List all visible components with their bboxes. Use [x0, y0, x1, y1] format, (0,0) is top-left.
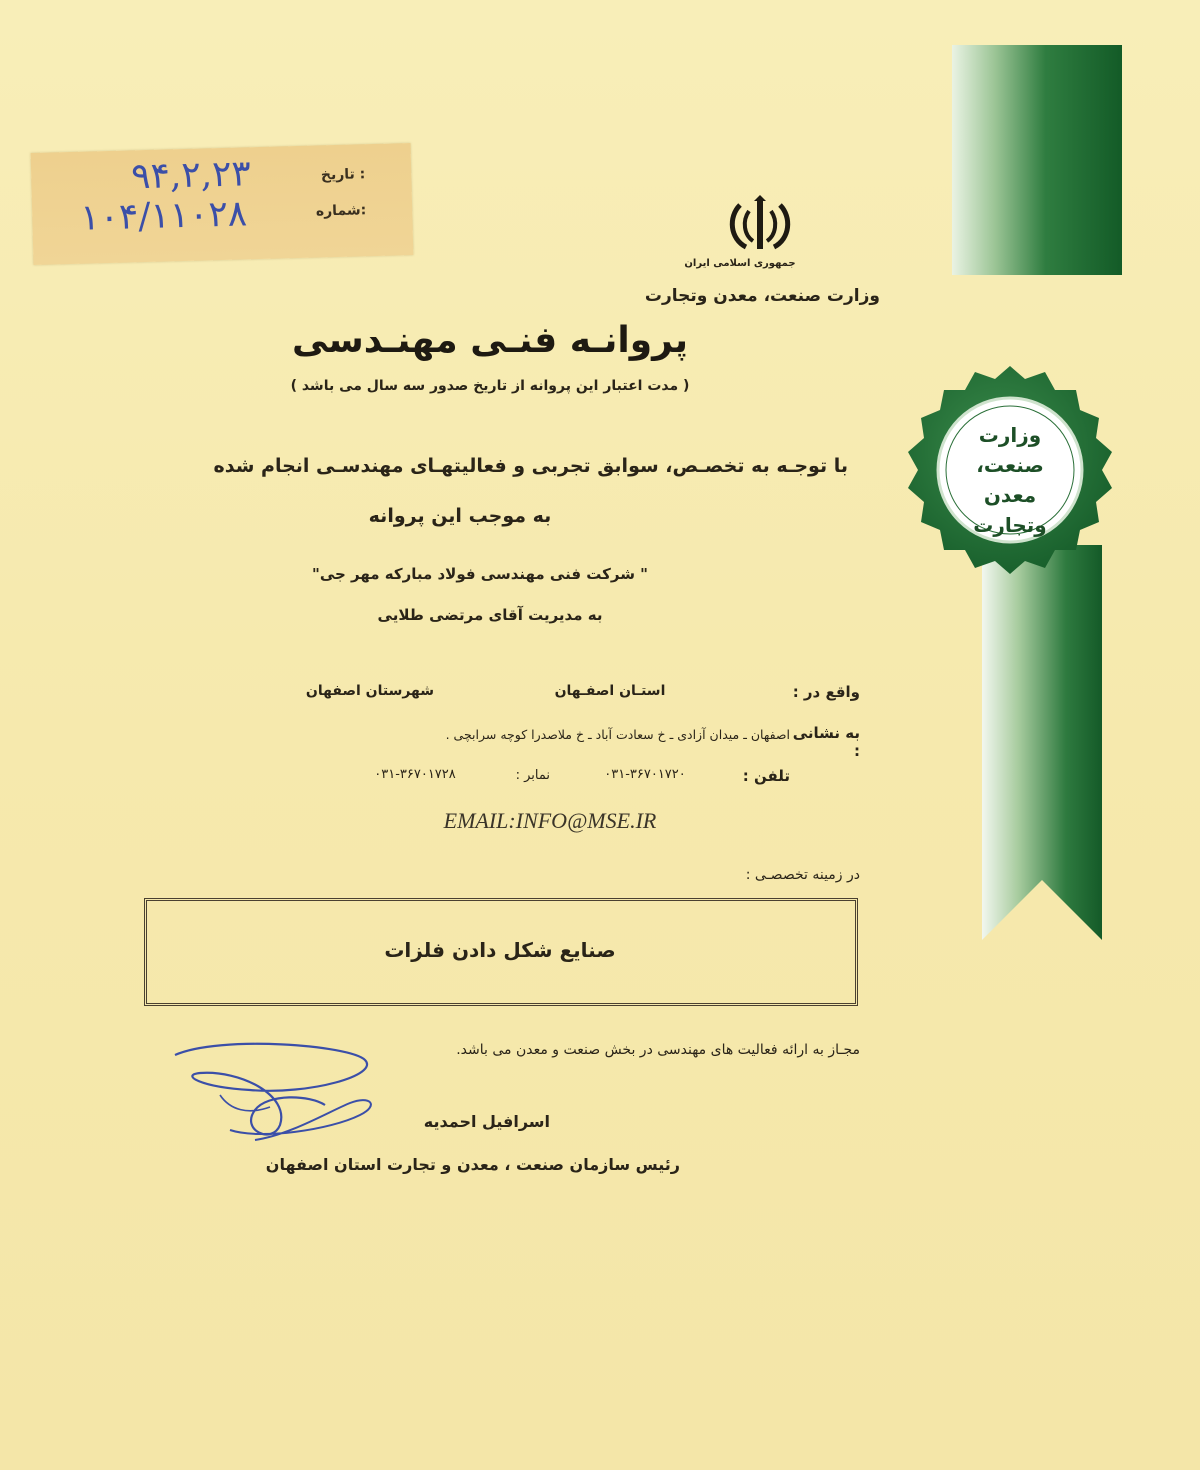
- manager-name: به مدیریت آقای مرتضی طلایی: [377, 606, 603, 624]
- iran-emblem-icon: [720, 195, 800, 255]
- republic-label: جمهوری اسلامی ایران: [684, 258, 796, 269]
- fax-label: نمابر :: [515, 768, 550, 783]
- address-value: اصفهان ـ میدان آزادی ـ خ سعادت آباد ـ خ ملاصدرا کوچه سرابچی .: [445, 727, 790, 742]
- date-value: ۹۴,۲,۲۳: [130, 153, 252, 198]
- intro-line-1: با توجـه به تخصـص، سوابق تجربی و فعالیتهـای مهندسـی انجام شده: [213, 455, 848, 477]
- seal-line-1: وزارت: [978, 423, 1042, 447]
- seal-text: [953, 420, 1067, 540]
- field-value: صنایع شکل دادن فلزات: [384, 938, 616, 962]
- date-label: تاریخ :: [320, 166, 366, 184]
- seal-line-3: وتجارت: [973, 513, 1047, 537]
- signature-mark: [160, 1035, 400, 1155]
- signatory-name: اسرافیل احمدیه: [423, 1112, 550, 1131]
- ministry-label: وزارت صنعت، معدن وتجارت: [644, 286, 880, 306]
- email-address[interactable]: EMAIL:INFO@MSE.IR: [443, 808, 657, 833]
- intro-line-2: به موجب این پروانه: [368, 505, 552, 527]
- validity-note: ( مدت اعتبار این پروانه از تاریخ صدور سه سال می باشد ): [290, 378, 690, 394]
- address-label: به نشانی :: [792, 724, 860, 760]
- number-label: شماره:: [315, 202, 367, 220]
- date-number-stamp: [31, 143, 414, 265]
- signatory-title: رئیس سازمان صنعت ، معدن و تجارت استان اصفهان: [265, 1155, 680, 1174]
- phone-label: تلفن :: [742, 767, 790, 785]
- location-label: واقع در :: [792, 683, 860, 701]
- company-name: " شرکت فنی مهندسی فولاد مبارکه مهر جی": [312, 565, 648, 583]
- seal-line-2: صنعت، معدن: [976, 453, 1044, 507]
- field-label: در زمینه تخصصـی :: [745, 867, 860, 883]
- authorization-text: مجـاز به ارائه فعالیت های مهندسی در بخش صنعت و معدن می باشد.: [456, 1042, 860, 1058]
- fax-value: ۰۳۱-۳۶۷۰۱۷۲۸: [374, 767, 456, 782]
- phone-value: ۰۳۱-۳۶۷۰۱۷۲۰: [604, 767, 686, 782]
- certificate-title: پروانـه فنـی مهنـدسی: [291, 320, 689, 361]
- province-value: استـان اصفـهان: [554, 683, 666, 699]
- city-value: شهرستان اصفهان: [305, 683, 435, 699]
- number-value: ۱۰۴/۱۱۰۲۸: [79, 193, 248, 239]
